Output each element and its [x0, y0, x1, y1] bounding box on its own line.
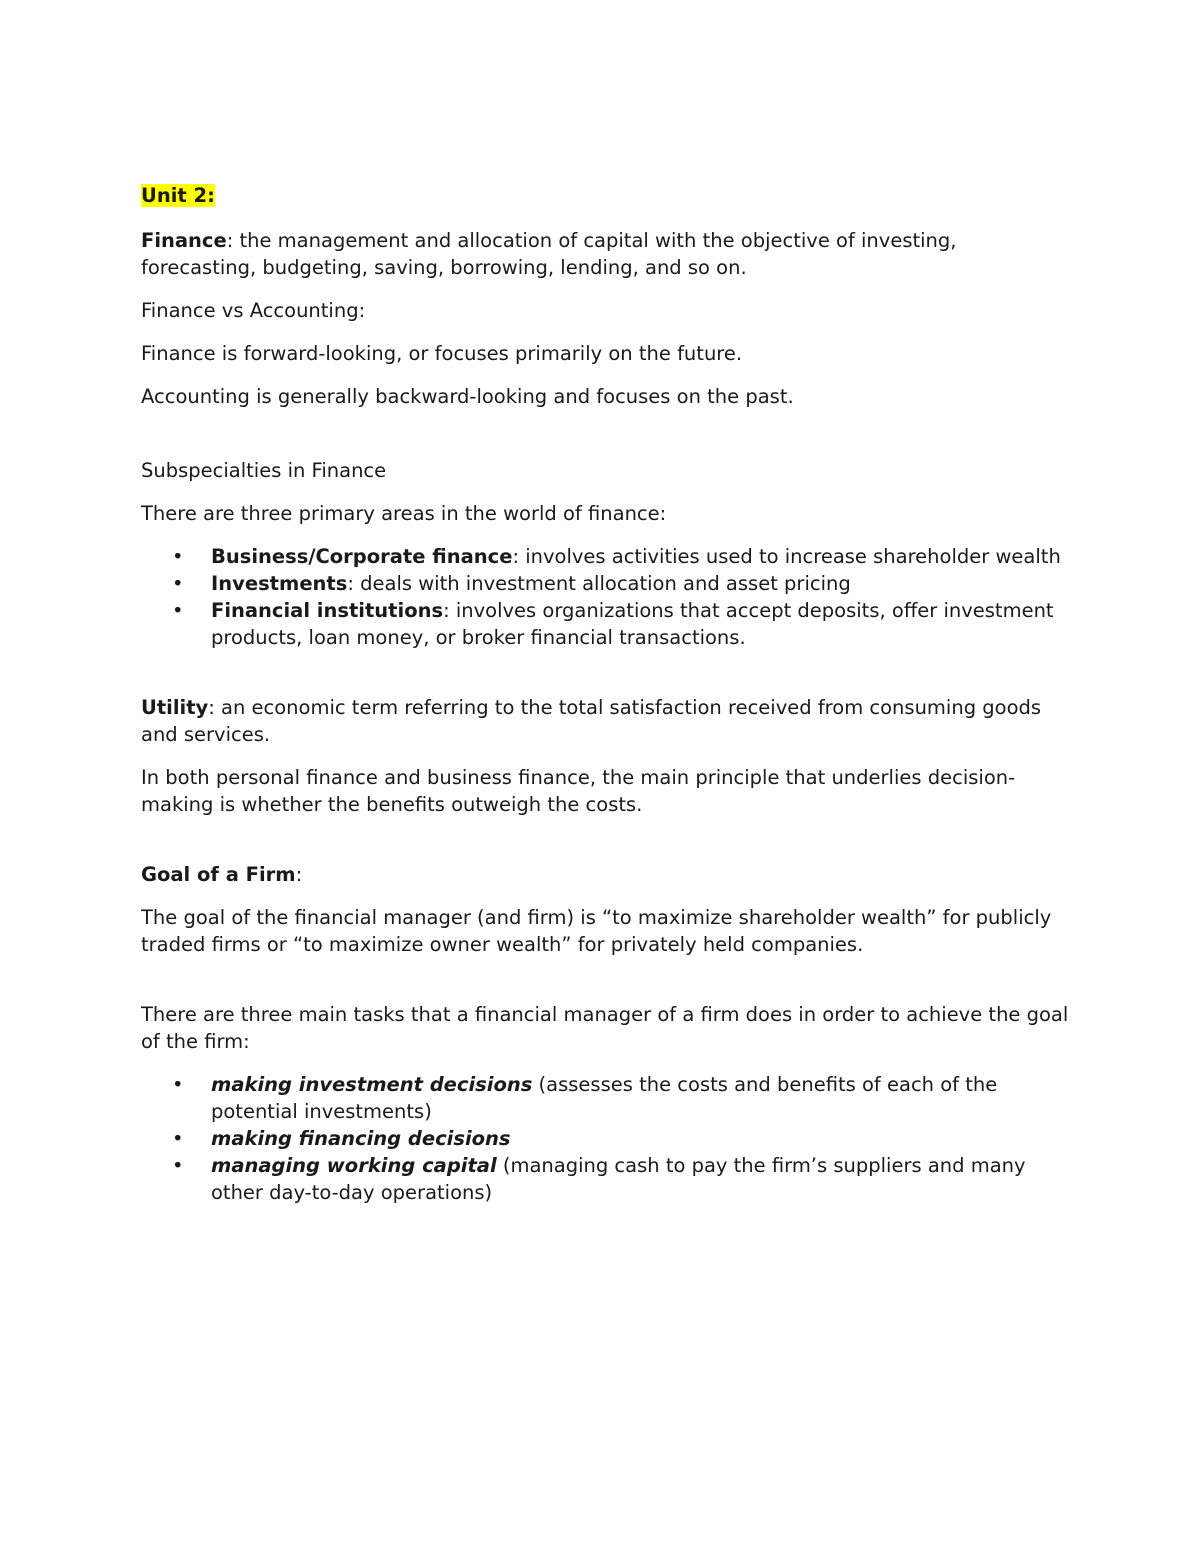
finance-areas-list: [141, 543, 1071, 651]
finance-definition-text: : the management and allocation of capital with the objective of investing, forecasting, budgeting, saving, borrowing, lending, and so on.: [141, 229, 957, 279]
bullet-icon: •: [172, 572, 184, 595]
list-item: [141, 570, 1071, 597]
task-text: (assesses the costs and benefits of each of the potential investments): [211, 1073, 998, 1123]
area-term: Investments: [211, 572, 348, 595]
utility-definition-text: : an economic term referring to the total satisfaction received from consuming goods and services.: [141, 696, 1042, 746]
document-page: [141, 182, 1071, 1222]
bullet-icon: •: [172, 545, 184, 568]
bullet-icon: •: [172, 1154, 184, 1177]
area-text: : involves activities used to increase shareholder wealth: [512, 545, 1061, 568]
area-text: : deals with investment allocation and asset pricing: [347, 572, 851, 595]
unit-heading: [141, 182, 1071, 209]
tasks-list: [141, 1071, 1071, 1206]
list-item: [141, 1071, 1071, 1125]
finance-term: Finance: [141, 229, 227, 252]
finance-vs-accounting: Finance vs Accounting:: [141, 299, 366, 322]
task-term: making financing decisions: [211, 1127, 511, 1150]
list-item: [141, 543, 1071, 570]
unit-heading-text: Unit 2:: [141, 184, 215, 207]
bullet-icon: •: [172, 599, 184, 622]
bullet-icon: •: [172, 1073, 184, 1096]
list-item: [141, 1125, 1071, 1152]
task-term: managing working capital: [211, 1154, 497, 1177]
accounting-backward-looking: Accounting is generally backward-looking and focuses on the past.: [141, 385, 794, 408]
goal-heading: [141, 861, 1071, 888]
utility-term: Utility: [141, 696, 209, 719]
goal-suffix: :: [295, 863, 303, 886]
task-term: making investment decisions: [211, 1073, 533, 1096]
task-text: (managing cash to pay the firm’s suppliers and many other day-to-day operations): [211, 1154, 1026, 1204]
utility-definition: [141, 694, 1071, 748]
area-term: Financial institutions: [211, 599, 444, 622]
finance-definition: [141, 227, 1071, 281]
goal-term: Goal of a Firm: [141, 863, 296, 886]
area-text: : involves organizations that accept deposits, offer investment products, loan money, or broker financial transactions.: [211, 599, 1054, 649]
list-item: [141, 597, 1071, 651]
benefits-vs-costs: In both personal finance and business finance, the main principle that underlies decision-making is whether the benefits outweigh the costs.: [141, 766, 1016, 816]
list-item: [141, 1152, 1071, 1206]
bullet-icon: •: [172, 1127, 184, 1150]
three-areas-intro: There are three primary areas in the world of finance:: [141, 502, 667, 525]
goal-text: The goal of the financial manager (and firm) is “to maximize shareholder wealth” for publicly traded firms or “to maximize owner wealth” for privately held companies.: [141, 906, 1052, 956]
area-term: Business/Corporate finance: [211, 545, 513, 568]
subspecialties-title: Subspecialties in Finance: [141, 459, 387, 482]
finance-forward-looking: Finance is forward-looking, or focuses primarily on the future.: [141, 342, 743, 365]
tasks-intro: There are three main tasks that a financial manager of a firm does in order to achieve the goal of the firm:: [141, 1003, 1069, 1053]
